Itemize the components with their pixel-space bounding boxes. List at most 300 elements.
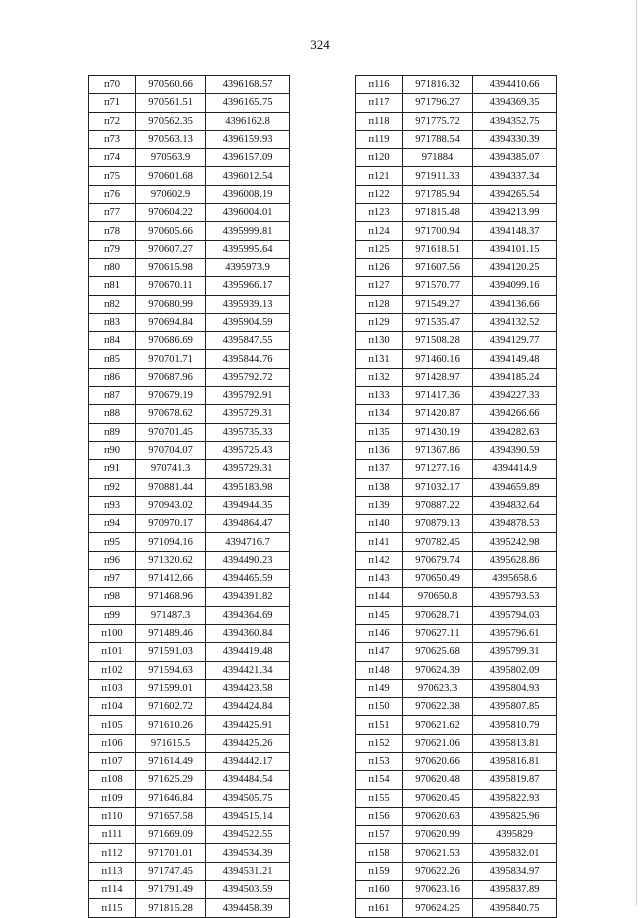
y-coordinate-cell: 4395840.75 [473,899,557,917]
table-row [356,460,557,478]
y-coordinate-cell: 4394385.07 [473,149,557,167]
x-coordinate-cell: 971594.63 [136,661,206,679]
table-row [89,771,290,789]
point-id-cell: п112 [89,844,136,862]
point-id-cell: п94 [89,515,136,533]
y-coordinate-cell: 4394337.34 [473,167,557,185]
y-coordinate-cell: 4395966.17 [206,277,290,295]
table-row [89,899,290,917]
y-coordinate-cell: 4394132.52 [473,313,557,331]
point-id-cell: п91 [89,460,136,478]
x-coordinate-cell: 970620.45 [403,789,473,807]
table-row [89,515,290,533]
table-row [356,679,557,697]
y-coordinate-cell: 4394503.59 [206,881,290,899]
point-id-cell: п148 [356,661,403,679]
table-row [89,588,290,606]
point-id-cell: п159 [356,862,403,880]
x-coordinate-cell: 970607.27 [136,240,206,258]
point-id-cell: п110 [89,807,136,825]
y-coordinate-cell: 4394531.21 [206,862,290,880]
y-coordinate-cell: 4395844.76 [206,350,290,368]
y-coordinate-cell: 4394419.48 [206,643,290,661]
point-id-cell: п135 [356,423,403,441]
x-coordinate-cell: 971599.01 [136,679,206,697]
y-coordinate-cell: 4394465.59 [206,570,290,588]
x-coordinate-cell: 970623.3 [403,679,473,697]
x-coordinate-cell: 970604.22 [136,204,206,222]
point-id-cell: п75 [89,167,136,185]
point-id-cell: п105 [89,716,136,734]
x-coordinate-cell: 970704.07 [136,441,206,459]
y-coordinate-cell: 4394136.66 [473,295,557,313]
table-row [89,862,290,880]
point-id-cell: п108 [89,771,136,789]
table-row [356,844,557,862]
table-row [356,478,557,496]
y-coordinate-cell: 4395242.98 [473,533,557,551]
y-coordinate-cell: 4395729.31 [206,405,290,423]
x-coordinate-cell: 970701.71 [136,350,206,368]
x-coordinate-cell: 970679.74 [403,551,473,569]
table-row [89,222,290,240]
y-coordinate-cell: 4394129.77 [473,332,557,350]
point-id-cell: п141 [356,533,403,551]
point-id-cell: п107 [89,752,136,770]
x-coordinate-cell: 970782.45 [403,533,473,551]
y-coordinate-cell: 4395837.89 [473,881,557,899]
y-coordinate-cell: 4395904.59 [206,313,290,331]
table-row [356,441,557,459]
table-row [89,76,290,94]
x-coordinate-cell: 970622.38 [403,698,473,716]
y-coordinate-cell: 4394442.17 [206,752,290,770]
y-coordinate-cell: 4395829 [473,826,557,844]
y-coordinate-cell: 4394227.33 [473,387,557,405]
y-coordinate-cell: 4394414.9 [473,460,557,478]
point-id-cell: п155 [356,789,403,807]
y-coordinate-cell: 4395792.72 [206,368,290,386]
table-row [356,149,557,167]
x-coordinate-cell: 971607.56 [403,258,473,276]
table-row [89,277,290,295]
y-coordinate-cell: 4394425.91 [206,716,290,734]
x-coordinate-cell: 971602.72 [136,698,206,716]
x-coordinate-cell: 971420.87 [403,405,473,423]
point-id-cell: п72 [89,112,136,130]
table-row [356,313,557,331]
y-coordinate-cell: 4394360.84 [206,624,290,642]
table-row [89,606,290,624]
x-coordinate-cell: 970680.99 [136,295,206,313]
point-id-cell: п130 [356,332,403,350]
point-id-cell: п134 [356,405,403,423]
x-coordinate-cell: 970701.45 [136,423,206,441]
point-id-cell: п115 [89,899,136,917]
table-row [356,661,557,679]
table-row [356,624,557,642]
x-coordinate-cell: 970628.71 [403,606,473,624]
point-id-cell: п99 [89,606,136,624]
point-id-cell: п96 [89,551,136,569]
x-coordinate-cell: 970624.25 [403,899,473,917]
x-coordinate-cell: 970563.13 [136,130,206,148]
y-coordinate-cell: 4394425.26 [206,734,290,752]
table-row [356,387,557,405]
table-row [89,679,290,697]
y-coordinate-cell: 4394484.54 [206,771,290,789]
point-id-cell: п120 [356,149,403,167]
y-coordinate-cell: 4394101.15 [473,240,557,258]
y-coordinate-cell: 4396168.57 [206,76,290,94]
x-coordinate-cell: 971796.27 [403,94,473,112]
table-row [89,716,290,734]
y-coordinate-cell: 4394522.55 [206,826,290,844]
x-coordinate-cell: 971646.84 [136,789,206,807]
x-coordinate-cell: 970621.06 [403,734,473,752]
y-coordinate-cell: 4396159.93 [206,130,290,148]
table-row [356,789,557,807]
y-coordinate-cell: 4395807.85 [473,698,557,716]
point-id-cell: п140 [356,515,403,533]
point-id-cell: п117 [356,94,403,112]
x-coordinate-cell: 971412.66 [136,570,206,588]
table-row [356,771,557,789]
table-row [356,734,557,752]
point-id-cell: п98 [89,588,136,606]
point-id-cell: п103 [89,679,136,697]
table-row [89,423,290,441]
point-id-cell: п76 [89,185,136,203]
point-id-cell: п70 [89,76,136,94]
table-row [356,76,557,94]
table-row [356,204,557,222]
table-row [356,222,557,240]
y-coordinate-cell: 4395799.31 [473,643,557,661]
y-coordinate-cell: 4394515.14 [206,807,290,825]
x-coordinate-cell: 971417.36 [403,387,473,405]
table-row [356,533,557,551]
table-row [356,423,557,441]
x-coordinate-cell: 971701.01 [136,844,206,862]
point-id-cell: п133 [356,387,403,405]
y-coordinate-cell: 4396008.19 [206,185,290,203]
x-coordinate-cell: 970741.3 [136,460,206,478]
y-coordinate-cell: 4394282.63 [473,423,557,441]
y-coordinate-cell: 4395658.6 [473,570,557,588]
point-id-cell: п102 [89,661,136,679]
table-row [356,167,557,185]
y-coordinate-cell: 4394352.75 [473,112,557,130]
table-row [89,496,290,514]
point-id-cell: п71 [89,94,136,112]
y-coordinate-cell: 4394421.34 [206,661,290,679]
point-id-cell: п128 [356,295,403,313]
x-coordinate-cell: 971487.3 [136,606,206,624]
x-coordinate-cell: 971785.94 [403,185,473,203]
point-id-cell: п104 [89,698,136,716]
x-coordinate-cell: 970620.63 [403,807,473,825]
point-id-cell: п109 [89,789,136,807]
point-id-cell: п139 [356,496,403,514]
x-coordinate-cell: 970650.49 [403,570,473,588]
y-coordinate-cell: 4394659.89 [473,478,557,496]
table-row [356,752,557,770]
point-id-cell: п153 [356,752,403,770]
x-coordinate-cell: 970563.9 [136,149,206,167]
page-number: 324 [310,37,330,52]
y-coordinate-cell: 4394266.66 [473,405,557,423]
table-row [356,643,557,661]
table-row [356,588,557,606]
x-coordinate-cell: 970686.69 [136,332,206,350]
y-coordinate-cell: 4395834.97 [473,862,557,880]
x-coordinate-cell: 971508.28 [403,332,473,350]
point-id-cell: п79 [89,240,136,258]
y-coordinate-cell: 4395796.61 [473,624,557,642]
table-row [356,240,557,258]
x-coordinate-cell: 970670.11 [136,277,206,295]
point-id-cell: п136 [356,441,403,459]
table-row [356,112,557,130]
table-row [356,570,557,588]
x-coordinate-cell: 970562.35 [136,112,206,130]
table-row [356,295,557,313]
x-coordinate-cell: 971320.62 [136,551,206,569]
x-coordinate-cell: 971884 [403,149,473,167]
y-coordinate-cell: 4395810.79 [473,716,557,734]
table-row [356,185,557,203]
point-id-cell: п132 [356,368,403,386]
point-id-cell: п129 [356,313,403,331]
y-coordinate-cell: 4394864.47 [206,515,290,533]
y-coordinate-cell: 4394213.99 [473,204,557,222]
point-id-cell: п86 [89,368,136,386]
table-row [89,149,290,167]
y-coordinate-cell: 4396012.54 [206,167,290,185]
y-coordinate-cell: 4395822.93 [473,789,557,807]
y-coordinate-cell: 4394364.69 [206,606,290,624]
x-coordinate-cell: 970560.66 [136,76,206,94]
x-coordinate-cell: 971610.26 [136,716,206,734]
table-row [89,789,290,807]
x-coordinate-cell: 971468.96 [136,588,206,606]
x-coordinate-cell: 970621.53 [403,844,473,862]
x-coordinate-cell: 971428.97 [403,368,473,386]
x-coordinate-cell: 970678.62 [136,405,206,423]
table-row [89,551,290,569]
y-coordinate-cell: 4394120.25 [473,258,557,276]
point-id-cell: п122 [356,185,403,203]
table-row [356,405,557,423]
table-row [356,881,557,899]
table-row [356,350,557,368]
table-row [89,332,290,350]
x-coordinate-cell: 970561.51 [136,94,206,112]
point-id-cell: п121 [356,167,403,185]
y-coordinate-cell: 4395832.01 [473,844,557,862]
x-coordinate-cell: 970625.68 [403,643,473,661]
point-id-cell: п116 [356,76,403,94]
y-coordinate-cell: 4395813.81 [473,734,557,752]
table-row [356,698,557,716]
y-coordinate-cell: 4394391.82 [206,588,290,606]
x-coordinate-cell: 971816.32 [403,76,473,94]
point-id-cell: п97 [89,570,136,588]
y-coordinate-cell: 4395973.9 [206,258,290,276]
y-coordinate-cell: 4394458.39 [206,899,290,917]
point-id-cell: п126 [356,258,403,276]
point-id-cell: п137 [356,460,403,478]
point-id-cell: п89 [89,423,136,441]
y-coordinate-cell: 4395793.53 [473,588,557,606]
x-coordinate-cell: 971591.03 [136,643,206,661]
table-row [89,807,290,825]
x-coordinate-cell: 970620.99 [403,826,473,844]
point-id-cell: п143 [356,570,403,588]
y-coordinate-cell: 4394265.54 [473,185,557,203]
x-coordinate-cell: 971460.16 [403,350,473,368]
y-coordinate-cell: 4394369.35 [473,94,557,112]
point-id-cell: п123 [356,204,403,222]
table-row [89,405,290,423]
point-id-cell: п161 [356,899,403,917]
point-id-cell: п93 [89,496,136,514]
point-id-cell: п80 [89,258,136,276]
x-coordinate-cell: 971367.86 [403,441,473,459]
x-coordinate-cell: 971657.58 [136,807,206,825]
table-row [89,387,290,405]
y-coordinate-cell: 4396165.75 [206,94,290,112]
table-row [89,643,290,661]
table-row [356,496,557,514]
point-id-cell: п149 [356,679,403,697]
point-id-cell: п111 [89,826,136,844]
table-row [356,606,557,624]
x-coordinate-cell: 971815.48 [403,204,473,222]
point-id-cell: п113 [89,862,136,880]
table-row [89,460,290,478]
y-coordinate-cell: 4395995.64 [206,240,290,258]
point-id-cell: п95 [89,533,136,551]
point-id-cell: п73 [89,130,136,148]
x-coordinate-cell: 971489.46 [136,624,206,642]
table-row [89,441,290,459]
table-row [89,350,290,368]
y-coordinate-cell: 4394410.66 [473,76,557,94]
x-coordinate-cell: 971788.54 [403,130,473,148]
point-id-cell: п83 [89,313,136,331]
point-id-cell: п158 [356,844,403,862]
table-row [89,734,290,752]
table-row [356,551,557,569]
table-row [89,368,290,386]
table-row [89,826,290,844]
y-coordinate-cell: 4394148.37 [473,222,557,240]
point-id-cell: п145 [356,606,403,624]
point-id-cell: п131 [356,350,403,368]
x-coordinate-cell: 970679.19 [136,387,206,405]
table-row [89,112,290,130]
x-coordinate-cell: 971775.72 [403,112,473,130]
y-coordinate-cell: 4395804.93 [473,679,557,697]
y-coordinate-cell: 4395725.43 [206,441,290,459]
x-coordinate-cell: 970650.8 [403,588,473,606]
table-row [356,862,557,880]
y-coordinate-cell: 4395819.87 [473,771,557,789]
point-id-cell: п146 [356,624,403,642]
table-row [89,240,290,258]
point-id-cell: п88 [89,405,136,423]
x-coordinate-cell: 970623.16 [403,881,473,899]
x-coordinate-cell: 971747.45 [136,862,206,880]
page-edge-line [636,0,637,905]
y-coordinate-cell: 4394534.39 [206,844,290,862]
table-row [89,313,290,331]
point-id-cell: п118 [356,112,403,130]
table-row [89,258,290,276]
x-coordinate-cell: 971277.16 [403,460,473,478]
point-id-cell: п151 [356,716,403,734]
point-id-cell: п114 [89,881,136,899]
point-id-cell: п85 [89,350,136,368]
x-coordinate-cell: 970887.22 [403,496,473,514]
coordinates-table-left [88,75,290,918]
y-coordinate-cell: 4395729.31 [206,460,290,478]
y-coordinate-cell: 4394716.7 [206,533,290,551]
table-row [89,752,290,770]
x-coordinate-cell: 971094.16 [136,533,206,551]
table-row [89,185,290,203]
x-coordinate-cell: 971549.27 [403,295,473,313]
point-id-cell: п90 [89,441,136,459]
point-id-cell: п127 [356,277,403,295]
y-coordinate-cell: 4394149.48 [473,350,557,368]
point-id-cell: п106 [89,734,136,752]
table-row [89,881,290,899]
y-coordinate-cell: 4394505.75 [206,789,290,807]
point-id-cell: п87 [89,387,136,405]
y-coordinate-cell: 4394099.16 [473,277,557,295]
x-coordinate-cell: 970620.66 [403,752,473,770]
y-coordinate-cell: 4394944.35 [206,496,290,514]
table-row [356,716,557,734]
point-id-cell: п100 [89,624,136,642]
point-id-cell: п144 [356,588,403,606]
point-id-cell: п160 [356,881,403,899]
x-coordinate-cell: 971911.33 [403,167,473,185]
table-row [356,826,557,844]
x-coordinate-cell: 971614.49 [136,752,206,770]
point-id-cell: п77 [89,204,136,222]
y-coordinate-cell: 4396157.09 [206,149,290,167]
y-coordinate-cell: 4395792.91 [206,387,290,405]
point-id-cell: п138 [356,478,403,496]
table-row [356,368,557,386]
point-id-cell: п154 [356,771,403,789]
point-id-cell: п82 [89,295,136,313]
x-coordinate-cell: 970621.62 [403,716,473,734]
y-coordinate-cell: 4394490.23 [206,551,290,569]
point-id-cell: п147 [356,643,403,661]
point-id-cell: п74 [89,149,136,167]
y-coordinate-cell: 4395939.13 [206,295,290,313]
table-row [356,130,557,148]
y-coordinate-cell: 4395999.81 [206,222,290,240]
table-row [89,698,290,716]
table-row [356,332,557,350]
y-coordinate-cell: 4395628.86 [473,551,557,569]
